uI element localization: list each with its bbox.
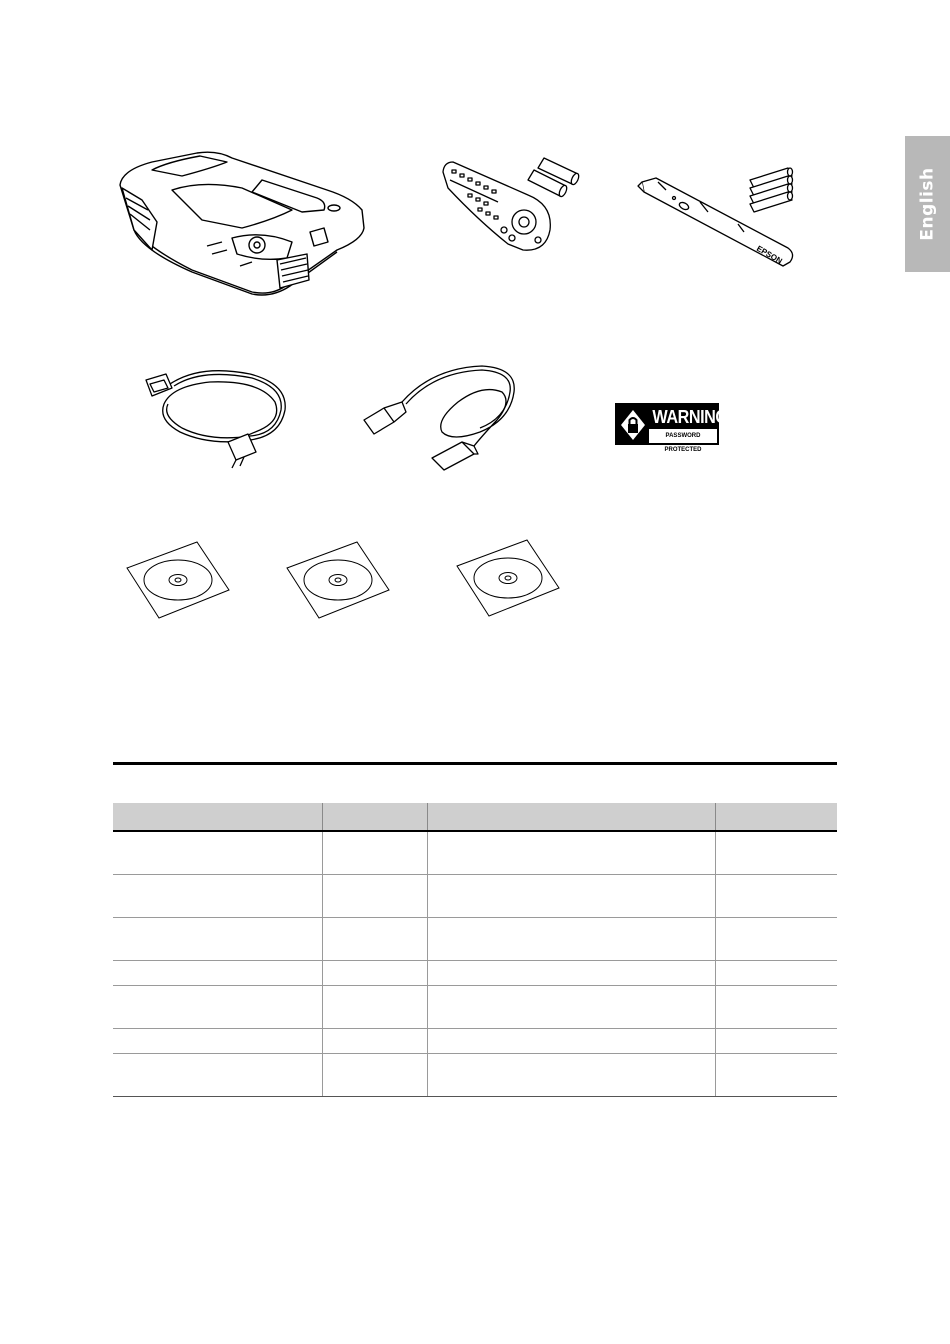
table-cell — [427, 961, 715, 986]
cd-rom-illustration-2 — [283, 540, 391, 620]
table-row — [113, 831, 837, 875]
warning-subtitle: PASSWORD PROTECTED — [649, 429, 717, 443]
table-cell — [715, 918, 837, 961]
table-cell — [113, 1029, 322, 1054]
remote-control-illustration — [438, 150, 590, 256]
table-header-cell — [322, 803, 427, 831]
table-cell — [427, 1029, 715, 1054]
table-cell — [715, 831, 837, 875]
table-cell — [322, 918, 427, 961]
pen-brand-label: EPSON — [755, 243, 784, 266]
table-cell — [113, 918, 322, 961]
table-cell — [113, 986, 322, 1029]
table-cell — [715, 875, 837, 918]
table-cell — [322, 875, 427, 918]
table-cell — [715, 1029, 837, 1054]
cd-rom-illustration-1 — [123, 540, 231, 620]
warning-title: WARNING — [652, 407, 728, 427]
parts-table — [113, 803, 837, 1097]
table-cell — [427, 986, 715, 1029]
table-row — [113, 1029, 837, 1054]
usb-cable-illustration — [362, 362, 522, 472]
table-row — [113, 986, 837, 1029]
table-cell — [113, 961, 322, 986]
table-cell — [113, 1054, 322, 1097]
table-cell — [715, 986, 837, 1029]
table-cell — [427, 875, 715, 918]
language-tab-label: English — [917, 167, 938, 241]
table-cell — [322, 1054, 427, 1097]
table-cell — [427, 1054, 715, 1097]
table-row — [113, 875, 837, 918]
table-cell — [322, 986, 427, 1029]
cd-rom-illustration-3 — [453, 538, 561, 618]
lock-icon — [620, 409, 646, 441]
warning-sticker — [615, 403, 728, 453]
section-divider — [113, 762, 837, 765]
table-header-cell — [113, 803, 322, 831]
table-cell — [113, 875, 322, 918]
table-row — [113, 961, 837, 986]
table-header-cell — [715, 803, 837, 831]
table-row — [113, 1054, 837, 1097]
table-cell — [322, 961, 427, 986]
table-cell — [427, 831, 715, 875]
table-header-row — [113, 803, 837, 831]
table-header-cell — [427, 803, 715, 831]
table-cell — [715, 961, 837, 986]
power-cord-illustration — [140, 362, 290, 470]
table-cell — [427, 918, 715, 961]
projector-illustration — [112, 150, 367, 300]
table-cell — [113, 831, 322, 875]
table-row — [113, 918, 837, 961]
table-cell — [715, 1054, 837, 1097]
table-cell — [322, 831, 427, 875]
table-cell — [322, 1029, 427, 1054]
interactive-pen-illustration — [638, 160, 813, 270]
language-tab — [905, 136, 950, 272]
